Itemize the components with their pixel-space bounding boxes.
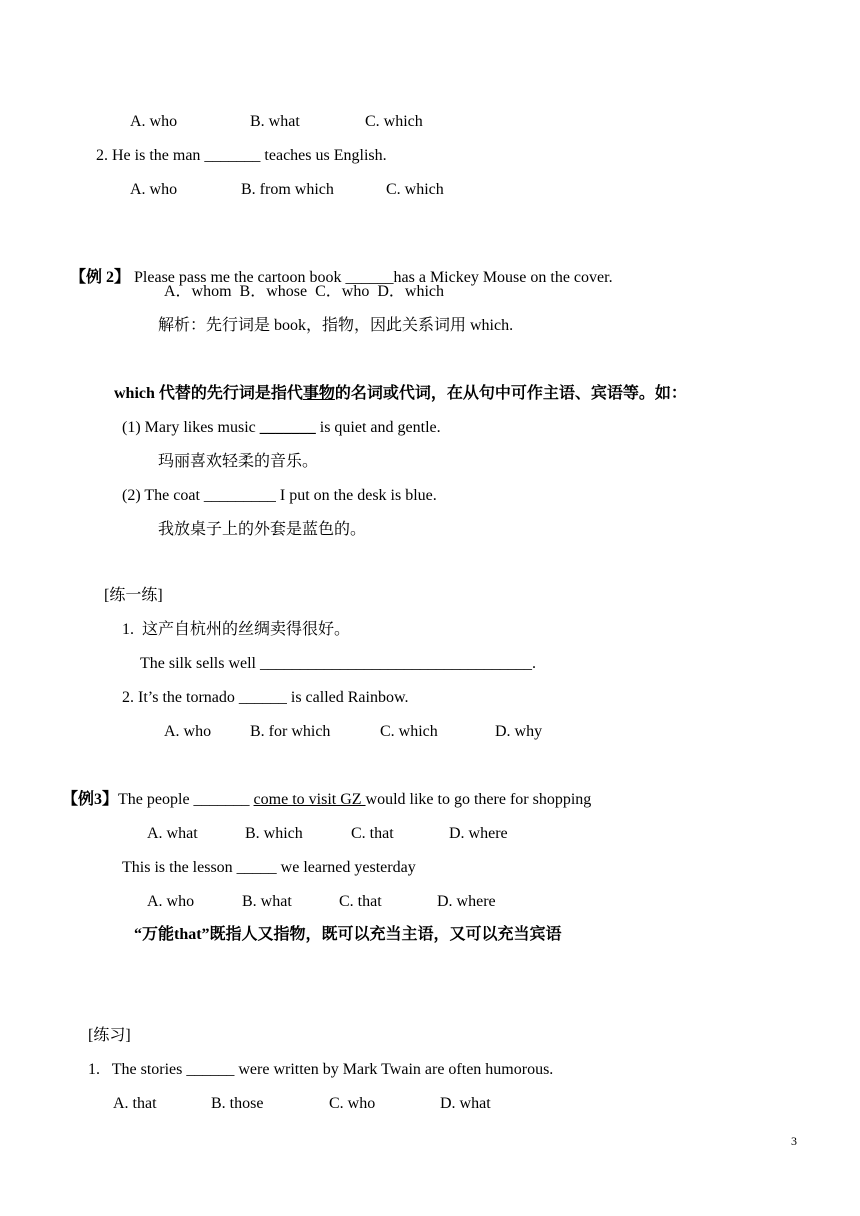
which-rule: [114, 384, 687, 404]
q1-option-a: A. who: [130, 113, 178, 130]
practice-2-item-1-option-d: D. what: [440, 1095, 491, 1112]
q2-option-c: C. which: [386, 181, 444, 198]
which-example-1-translation: 玛丽喜欢轻柔的音乐。: [158, 453, 319, 470]
which-rule-part2: 的名词或代词，在从句中可作主语、宾语等。如：: [334, 385, 687, 402]
q1-option-b: B. what: [250, 113, 300, 130]
q2-option-b: B. from which: [241, 181, 334, 198]
example-3-after: would like to go there for shopping: [365, 791, 592, 808]
q1-option-c: C. which: [365, 113, 423, 130]
example-3-before: The people _______: [118, 791, 254, 808]
practice-1-header: [练一练]: [104, 587, 163, 604]
example-2-label: 【例 2】: [70, 269, 131, 286]
practice-1-item-2-option-d: D. why: [495, 723, 543, 740]
example-3-q2-option-b: B. what: [242, 893, 292, 910]
which-rule-part1: which 代替的先行词是指代: [114, 385, 303, 402]
example-2-question: Please pass me the cartoon book ______has a Mickey Mouse on the cover.: [134, 269, 613, 286]
practice-2-item-1-option-c: C. who: [329, 1095, 376, 1112]
practice-1-item-1: 1. 这产自杭州的丝绸卖得很好。: [122, 621, 351, 638]
which-example-2: (2) The coat _________ I put on the desk is blue.: [122, 487, 437, 504]
which-example-1-blank: _______: [259, 419, 316, 436]
example-3-q2-option-d: D. where: [437, 893, 496, 910]
practice-1-item-1-english: The silk sells well __________________________________.: [140, 655, 536, 672]
practice-1-item-2-option-c: C. which: [380, 723, 438, 740]
example-3-option-b: B. which: [245, 825, 303, 842]
example-3-label: 【例3】: [62, 791, 119, 808]
example-3-option-c: C. that: [351, 825, 394, 842]
q2-question: 2. He is the man _______ teaches us English.: [96, 147, 387, 164]
which-example-2-translation: 我放桌子上的外套是蓝色的。: [158, 521, 367, 538]
which-example-1-after: is quiet and gentle.: [315, 419, 441, 436]
example-3-option-d: D. where: [449, 825, 508, 842]
practice-1-item-2-option-a: A. who: [164, 723, 212, 740]
example-2-options: A．whom B．whose C．who D．which: [164, 283, 444, 300]
example-2-analysis: 解析：先行词是 book，指物，因此关系词用 which.: [158, 317, 514, 334]
page-number: 3: [791, 1134, 797, 1148]
practice-1-item-2: 2. It’s the tornado ______ is called Rainbow.: [122, 689, 409, 706]
practice-2-item-1: 1. The stories ______ were written by Mark Twain are often humorous.: [88, 1061, 554, 1078]
example-3-question-2: This is the lesson _____ we learned yesterday: [122, 859, 416, 876]
q2-option-a: A. who: [130, 181, 178, 198]
example-3-q2-option-c: C. that: [339, 893, 382, 910]
example-3-option-a: A. what: [147, 825, 198, 842]
example-3-q2-option-a: A. who: [147, 893, 195, 910]
which-rule-underlined: 事物: [302, 385, 335, 402]
practice-2-item-1-option-b: B. those: [211, 1095, 264, 1112]
which-example-1: [122, 418, 441, 438]
practice-1-item-2-option-b: B. for which: [250, 723, 331, 740]
example-3: [62, 790, 591, 810]
example-3-underlined: come to visit GZ: [253, 791, 366, 808]
practice-2-header: [练习]: [88, 1027, 131, 1044]
example-3-note: “万能that”既指人又指物，既可以充当主语，又可以充当宾语: [134, 926, 562, 943]
practice-2-item-1-option-a: A. that: [113, 1095, 157, 1112]
which-example-1-before: (1) Mary likes music: [122, 419, 260, 436]
